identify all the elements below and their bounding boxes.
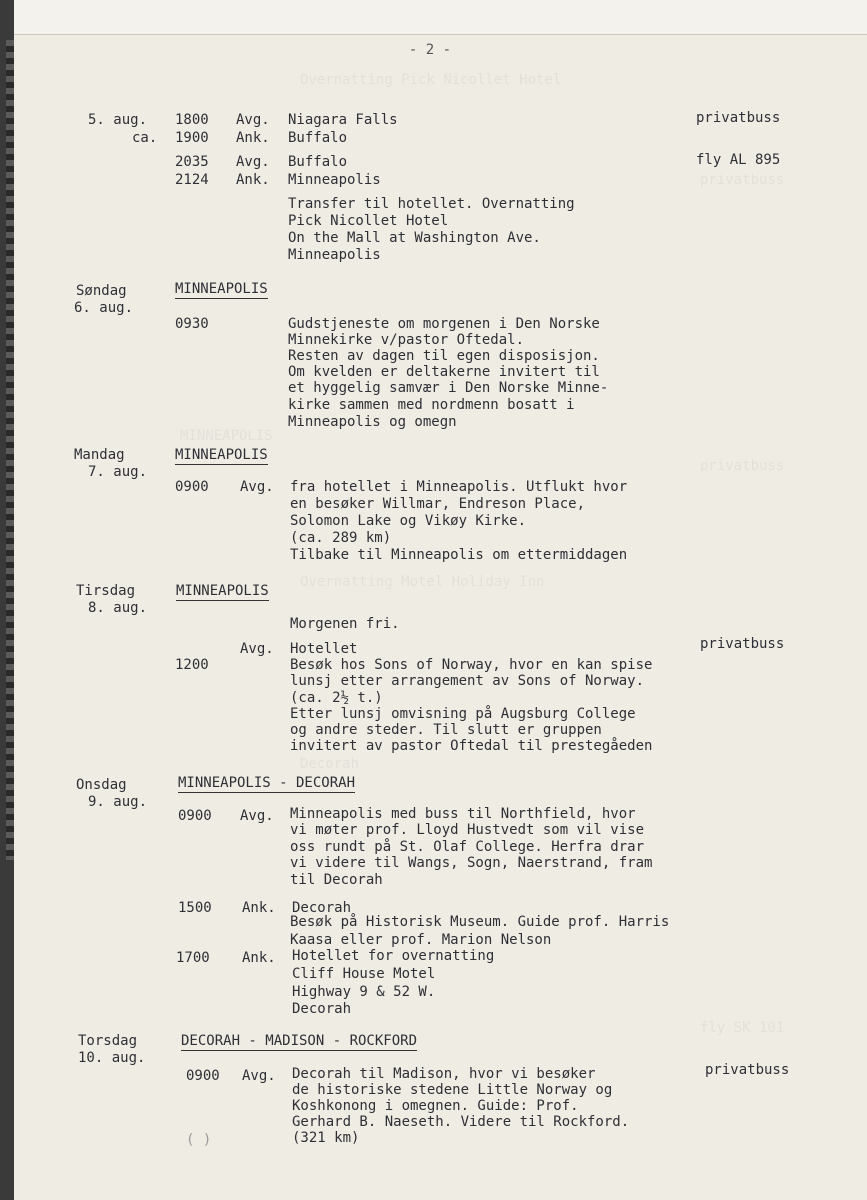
note-line: til Decorah [290, 872, 383, 888]
time: 0900 [186, 1068, 220, 1084]
time: 0930 [175, 316, 209, 332]
day-label: Søndag [76, 283, 127, 299]
note-line: lunsj etter arrangement av Sons of Norway. [290, 673, 645, 689]
note-line: Solomon Lake og Vikøy Kirke. [290, 513, 527, 529]
note-line: Transfer til hotellet. Overnatting [288, 196, 575, 212]
note-line: Koshkonong i omegnen. Guide: Prof. [292, 1098, 579, 1114]
code: Avg. [240, 641, 274, 657]
section-heading: DECORAH - MADISON - ROCKFORD [181, 1033, 418, 1049]
time: ( ) [186, 1132, 212, 1148]
bleed-through-line: Overnatting Pick Nicollet Hotel [300, 72, 562, 88]
day-label: Torsdag [78, 1033, 138, 1049]
transport: fly AL 895 [696, 152, 781, 168]
note-line: Hotellet for overnatting [292, 948, 495, 964]
note-line: Gudstjeneste om morgenen i Den Norske [288, 316, 600, 332]
note-line: Minnekirke v/pastor Oftedal. [288, 332, 525, 348]
note-line: Om kvelden er deltakerne invitert til [288, 364, 600, 380]
code: Avg. [242, 1068, 276, 1084]
code: Avg. [240, 808, 274, 824]
note-line: Tilbake til Minneapolis om ettermiddagen [290, 547, 628, 563]
day-label: Tirsdag [76, 583, 136, 599]
note-line: et hyggelig samvær i Den Norske Minne- [288, 380, 609, 396]
code: Avg. [236, 154, 270, 170]
section-heading: MINNEAPOLIS - DECORAH [178, 775, 356, 791]
note-line: oss rundt på St. Olaf College. Herfra drar [290, 839, 645, 855]
previous-sheet-edge [14, 0, 867, 35]
note-line: vi videre til Wangs, Sogn, Naerstrand, fram [290, 855, 653, 871]
note-line: Etter lunsj omvisning på Augsburg College [290, 706, 636, 722]
note-line: Cliff House Motel [292, 966, 436, 982]
note-line: Minneapolis og omegn [288, 414, 457, 430]
note-line: invitert av pastor Oftedal til prestegåeden [290, 738, 653, 754]
code: Ank. [236, 172, 270, 188]
note-line: (ca. 289 km) [290, 530, 392, 546]
note-line: Resten av dagen til egen disposisjon. [288, 348, 600, 364]
code: Avg. [236, 112, 270, 128]
code: Avg. [240, 479, 274, 495]
section-heading: MINNEAPOLIS [176, 583, 269, 599]
note-line: vi møter prof. Lloyd Hustvedt som vil vise [290, 822, 645, 838]
transport: privatbuss [705, 1062, 790, 1078]
note-line: en besøker Willmar, Endreson Place, [290, 496, 586, 512]
place: Buffalo [288, 154, 348, 170]
day-label: 7. aug. [88, 464, 148, 480]
place: Hotellet [290, 641, 358, 657]
time: 1700 [176, 950, 210, 966]
day-label: Onsdag [76, 777, 127, 793]
code: Ank. [236, 130, 270, 146]
time: 1200 [175, 657, 209, 673]
time: 1500 [178, 900, 212, 916]
bleed-through-line: privatbuss [700, 458, 785, 474]
bleed-through-line: Overnatting Motel Holiday Inn [300, 574, 545, 590]
bleed-through-line: Decorah [300, 756, 360, 772]
note-line: On the Mall at Washington Ave. [288, 230, 541, 246]
place: Niagara Falls [288, 112, 398, 128]
note-line: Gerhard B. Naeseth. Videre til Rockford. [292, 1114, 630, 1130]
time: 1900 [175, 130, 209, 146]
note-line: fra hotellet i Minneapolis. Utflukt hvor [290, 479, 628, 495]
note-line: Decorah [292, 1001, 352, 1017]
intro-line: Morgenen fri. [290, 616, 400, 632]
note-line: Minneapolis med buss til Northfield, hvor [290, 806, 636, 822]
note-line: (ca. 2½ t.) [290, 690, 383, 706]
day-label: 6. aug. [74, 300, 134, 316]
transport: privatbuss [700, 636, 785, 652]
day-label: 9. aug. [88, 794, 148, 810]
note-line: Kaasa eller prof. Marion Nelson [290, 932, 552, 948]
note-line: Pick Nicollet Hotel [288, 213, 449, 229]
note-line: kirke sammen med nordmenn bosatt i [288, 397, 575, 413]
day-label: 5. aug. [88, 112, 148, 128]
bleed-through-line: fly SK 101 [700, 1020, 785, 1036]
time: 1800 [175, 112, 209, 128]
page-number: - 2 - [408, 42, 452, 58]
note-line: og andre steder. Til slutt er gruppen [290, 722, 602, 738]
section-heading: MINNEAPOLIS [175, 447, 268, 463]
section-heading: MINNEAPOLIS [175, 281, 268, 297]
place: Minneapolis [288, 172, 381, 188]
note-line: Minneapolis [288, 247, 381, 263]
transport: privatbuss [696, 110, 781, 126]
note-line: (321 km) [292, 1130, 360, 1146]
day-label: ca. [132, 130, 158, 146]
day-label: 10. aug. [78, 1050, 146, 1066]
place: Buffalo [288, 130, 348, 146]
note-line: de historiske stedene Little Norway og [292, 1082, 613, 1098]
code: Ank. [242, 900, 276, 916]
day-label: Mandag [74, 447, 125, 463]
bleed-through-line: MINNEAPOLIS [180, 428, 273, 444]
time: 2124 [175, 172, 209, 188]
note-line: Decorah til Madison, hvor vi besøker [292, 1066, 596, 1082]
note-line: Decorah [292, 900, 352, 916]
note-line: Highway 9 & 52 W. [292, 984, 436, 1000]
day-label: 8. aug. [88, 600, 148, 616]
time: 0900 [178, 808, 212, 824]
note-line: Besøk hos Sons of Norway, hvor en kan spise [290, 657, 653, 673]
code: Ank. [242, 950, 276, 966]
time: 0900 [175, 479, 209, 495]
bleed-through-line: privatbuss [700, 172, 785, 188]
note-line: Besøk på Historisk Museum. Guide prof. Harris [290, 914, 670, 930]
time: 2035 [175, 154, 209, 170]
